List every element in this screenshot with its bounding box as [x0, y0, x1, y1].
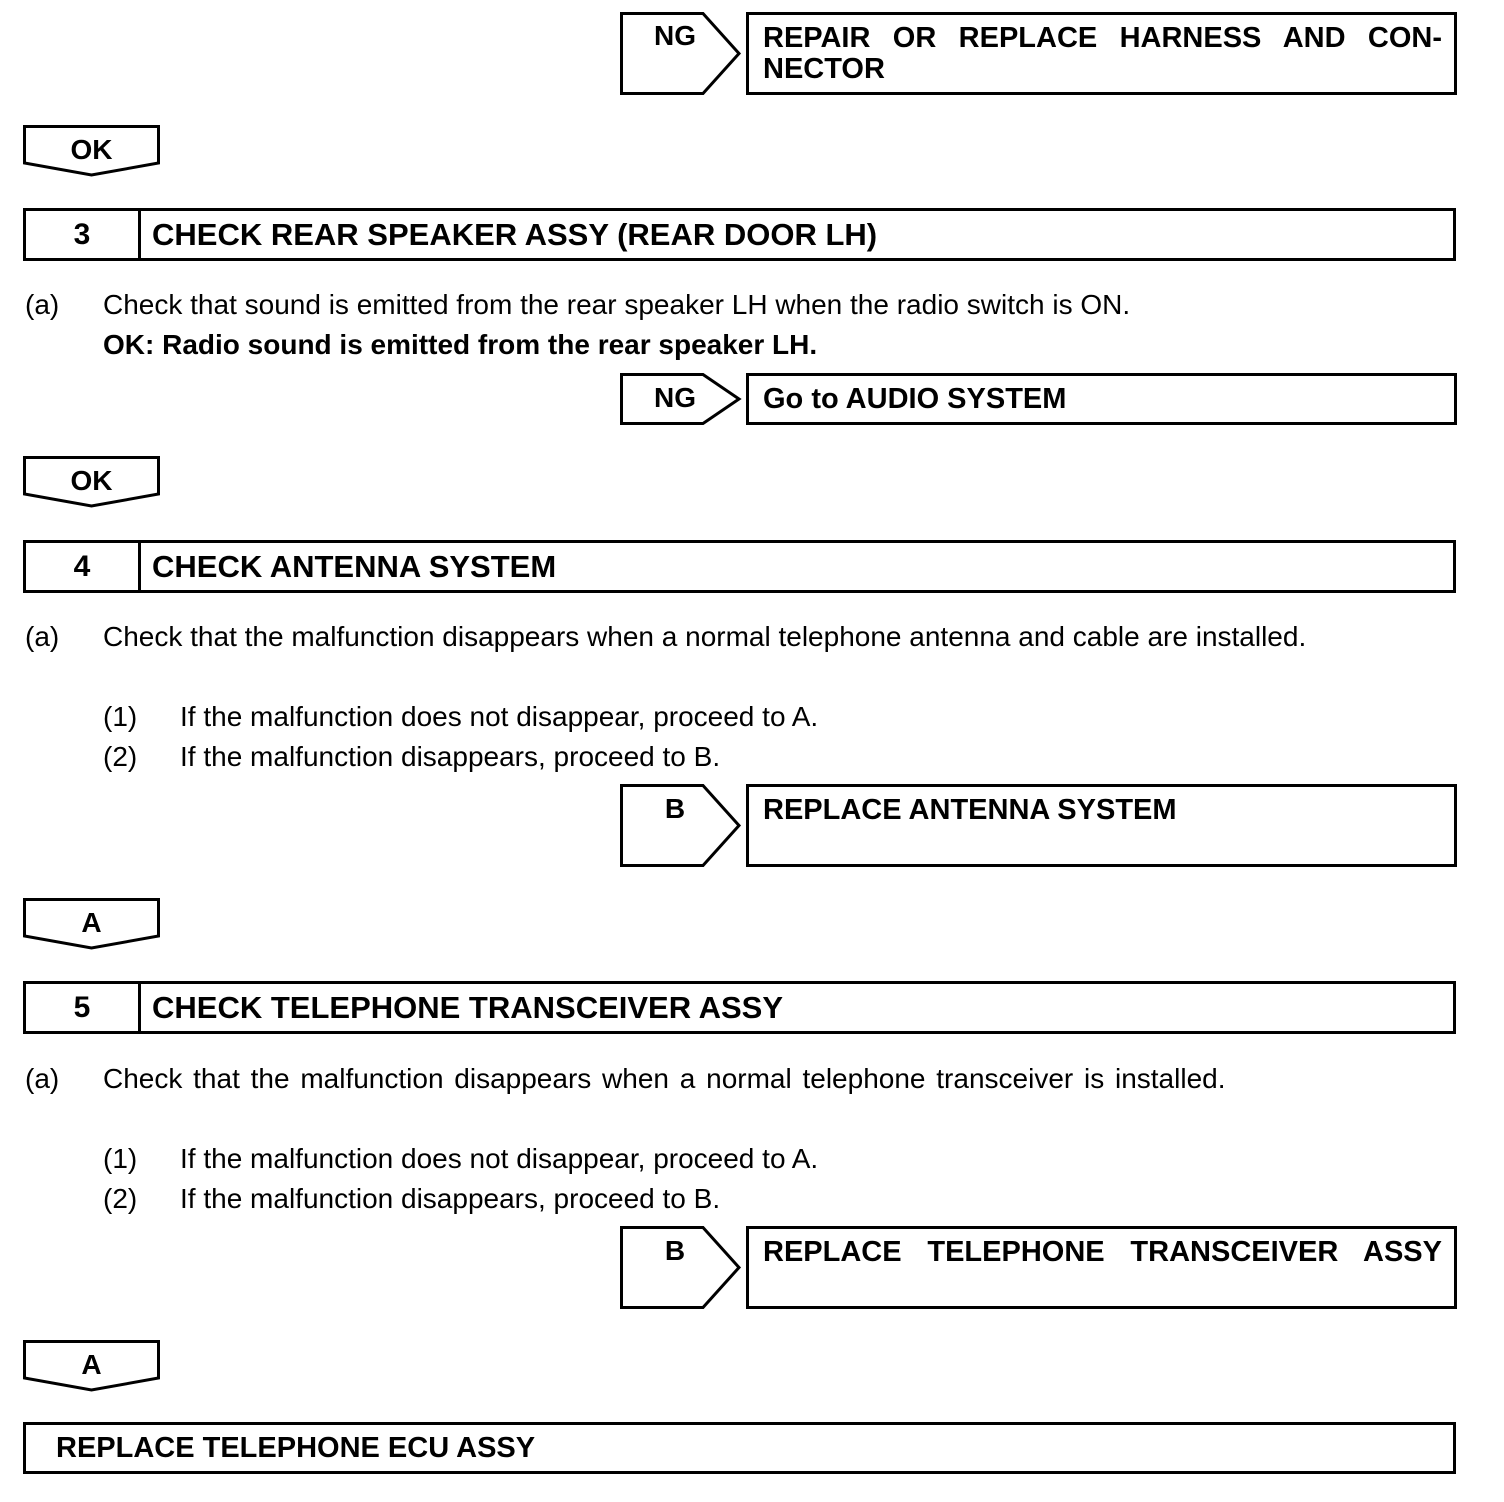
- step-3-header: [23, 208, 1456, 261]
- step-4-item-1-marker: (1): [103, 701, 138, 732]
- ng-branch-label: NG: [654, 382, 696, 413]
- ok-flow-label: OK: [70, 134, 113, 165]
- a-flow-label: A: [81, 907, 102, 938]
- step-4-item-1-text: If the malfunction does not disappear, proceed to A.: [180, 701, 819, 732]
- step-5-item-1-marker: (1): [103, 1143, 138, 1174]
- b-branch-label: B: [664, 793, 686, 824]
- step-5-title: CHECK TELEPHONE TRANSCEIVER ASSY: [152, 990, 783, 1025]
- step-3-title: CHECK REAR SPEAKER ASSY (REAR DOOR LH): [152, 217, 878, 252]
- step-4-item-2-text: If the malfunction disappears, proceed to B.: [180, 741, 721, 772]
- b-result-box: [746, 784, 1457, 867]
- step-3-ok-criteria: OK: Radio sound is emitted from the rear speaker LH.: [103, 329, 818, 360]
- step-4-title: CHECK ANTENNA SYSTEM: [152, 549, 557, 584]
- b-result-text: REPLACE TELEPHONE TRANSCEIVER ASSY: [763, 1236, 1442, 1268]
- step-4-number: 4: [26, 543, 141, 590]
- ng-result-text-line2: NECTOR: [763, 53, 885, 85]
- step-5-item-2-text: If the malfunction disappears, proceed to B.: [180, 1183, 721, 1214]
- a-flow-label: A: [81, 1349, 102, 1380]
- b-result-box: [746, 1226, 1457, 1309]
- step-3-a-text: Check that sound is emitted from the rear speaker LH when the radio switch is ON.: [103, 289, 1131, 320]
- step-3-number: 3: [26, 211, 141, 258]
- step-3-a-marker: (a): [25, 289, 60, 320]
- ng-result-text: REPAIR OR REPLACE HARNESS AND CON-: [763, 22, 1442, 54]
- step-5-number: 5: [26, 984, 141, 1031]
- final-result-box: [23, 1422, 1456, 1474]
- step-5-a-marker: (a): [25, 1063, 60, 1094]
- step-5-header: [23, 981, 1456, 1034]
- ok-flow-label: OK: [70, 465, 113, 496]
- ng-result-box: [746, 12, 1457, 95]
- step-4-a-text: Check that the malfunction disappears when a normal telephone antenna and cable are installed.: [103, 621, 1307, 652]
- step-4-item-2-marker: (2): [103, 741, 138, 772]
- ng-result-box: [746, 373, 1457, 425]
- step-4-a-marker: (a): [25, 621, 60, 652]
- step-4-header: [23, 540, 1456, 593]
- b-result-text: REPLACE ANTENNA SYSTEM: [763, 794, 1177, 826]
- ng-result-text: Go to AUDIO SYSTEM: [763, 383, 1067, 415]
- step-5-item-2-marker: (2): [103, 1183, 138, 1214]
- ng-branch-label: NG: [654, 20, 696, 51]
- step-5-item-1-text: If the malfunction does not disappear, proceed to A.: [180, 1143, 819, 1174]
- final-result-text: REPLACE TELEPHONE ECU ASSY: [56, 1432, 536, 1464]
- b-branch-label: B: [664, 1235, 686, 1266]
- step-5-a-text: Check that the malfunction disappears when a normal telephone transceiver is installed.: [103, 1063, 1226, 1094]
